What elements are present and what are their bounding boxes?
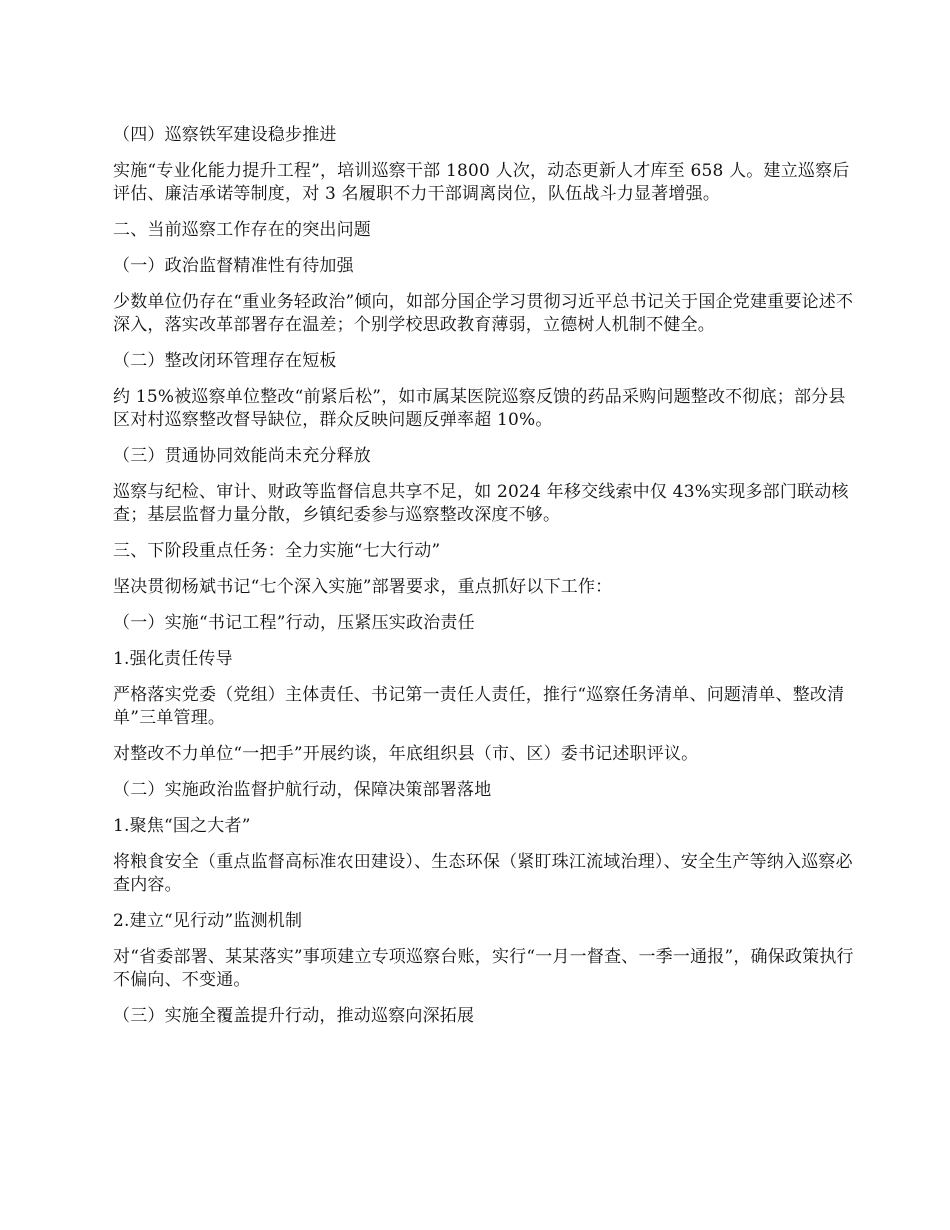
document-body: [113, 124, 858, 1041]
paragraph-political-supervision: 少数单位仍存在“重业务轻政治”倾向，如部分国企学习贯彻习近平总书记关于国企党建重要论述不深入，落实改革部署存在温差；个别学校思政教育薄弱，立德树人机制不健全。: [113, 292, 854, 335]
subheading-political-supervision: （一）政治监督精准性有待加强: [113, 256, 354, 276]
item-heading-national-priorities: 1.聚焦“国之大者”: [113, 816, 251, 836]
paragraph-inspection-team: 实施“专业化能力提升工程”，培训巡察干部 1800 人次，动态更新人才库至 658 人。建立巡察后评估、廉洁承诺等制度，对 3 名履职不力干部调离岗位，队伍战斗力显著增强。: [113, 161, 850, 204]
subheading-rectification: （二）整改闭环管理存在短板: [113, 351, 337, 371]
paragraph-monitoring: 对“省委部署、某某落实”事项建立专项巡察台账，实行“一月一督查、一季一通报”，确保政策执行不偏向、不变通。: [113, 947, 854, 990]
subheading-full-coverage: （三）实施全覆盖提升行动，推动巡察向深拓展: [113, 1006, 475, 1026]
paragraph-responsibility: 严格落实党委（党组）主体责任、书记第一责任人责任，推行“巡察任务清单、问题清单、整改清单”三单管理。: [113, 685, 845, 728]
section-heading-inspection-team: （四）巡察铁军建设稳步推进: [113, 125, 337, 145]
section-heading-problems: 二、当前巡察工作存在的突出问题: [113, 220, 371, 240]
paragraph-tasks-intro: 坚决贯彻杨斌书记“七个深入实施”部署要求，重点抓好以下工作：: [113, 577, 613, 597]
paragraph-national-priorities: 将粮食安全（重点监督高标准农田建设）、生态环保（紧盯珠江流域治理）、安全生产等纳入巡察必查内容。: [113, 852, 853, 895]
paragraph-rectification: 约 15%被巡察单位整改“前紧后松”，如市属某医院巡察反馈的药品采购问题整改不彻底；部分县区对村巡察整改督导缺位，群众反映问题反弹率超 10%。: [113, 387, 846, 430]
paragraph-coordination: 巡察与纪检、审计、财政等监督信息共享不足，如 2024 年移交线索中仅 43%实现多部门联动核查；基层监督力量分散，乡镇纪委参与巡察整改深度不够。: [113, 482, 849, 525]
section-heading-tasks: 三、下阶段重点任务：全力实施“七大行动”: [113, 541, 441, 561]
subheading-coordination: （三）贯通协同效能尚未充分释放: [113, 446, 371, 466]
item-heading-monitoring: 2.建立“见行动”监测机制: [113, 911, 303, 931]
subheading-secretary-project: （一）实施“书记工程”行动，压紧压实政治责任: [113, 613, 475, 633]
subheading-political-escort: （二）实施政治监督护航行动，保障决策部署落地: [113, 780, 492, 800]
item-heading-responsibility: 1.强化责任传导: [113, 649, 233, 669]
paragraph-interview: 对整改不力单位“一把手”开展约谈，年底组织县（市、区）委书记述职评议。: [113, 744, 699, 764]
